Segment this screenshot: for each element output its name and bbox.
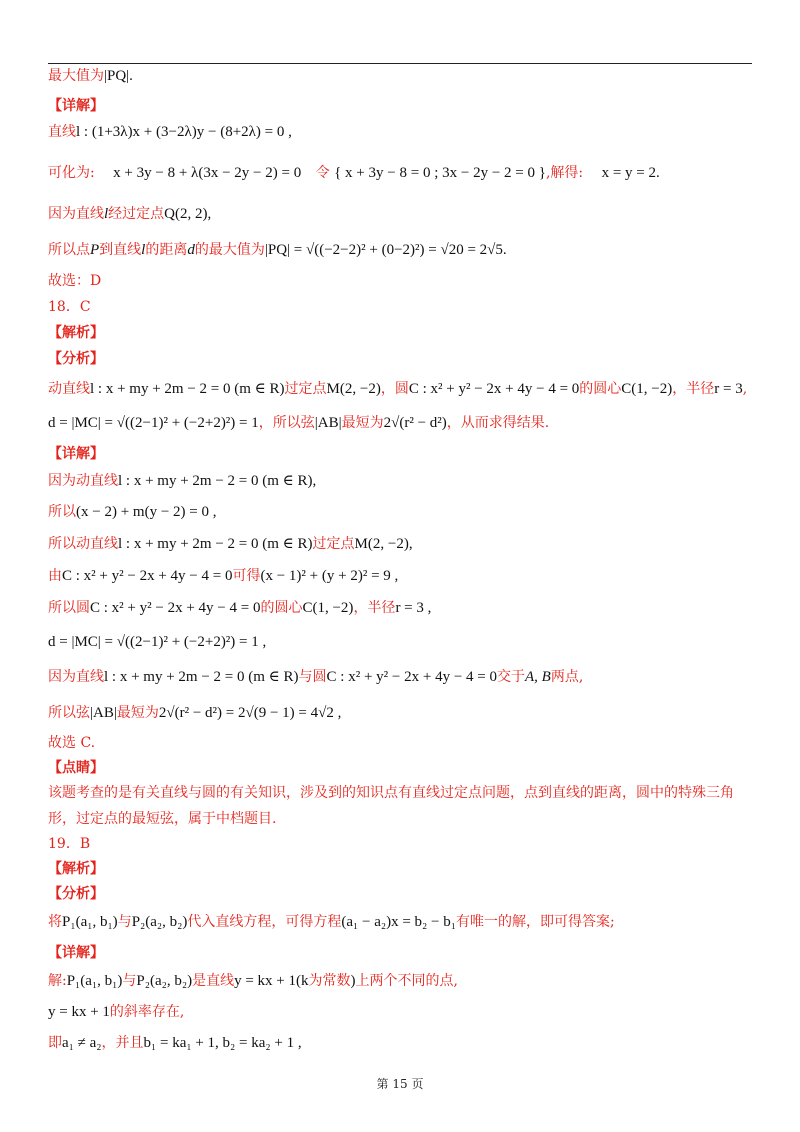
q17-line4 bbox=[48, 240, 760, 260]
math-expr: r = 3 bbox=[714, 381, 743, 397]
math-expr: C(1, −2) bbox=[302, 600, 354, 616]
math-expr: C : x² + y² − 2x + 4y − 4 = 0 bbox=[62, 568, 233, 584]
text-label: 上两个不同的点, bbox=[355, 973, 458, 989]
math-expr: Q(2, 2), bbox=[164, 206, 212, 222]
text-label: 动直线 bbox=[48, 381, 90, 397]
math-expr: P₁(a₁, b₁) bbox=[62, 914, 118, 930]
math-expr: y = kx + 1(k bbox=[234, 973, 309, 989]
math-var: l bbox=[141, 242, 146, 258]
q18-detail-line4 bbox=[48, 566, 760, 586]
text-label: 经过定点 bbox=[108, 206, 165, 222]
math-expr: l : x + my + 2m − 2 = 0 (m ∈ R) bbox=[90, 381, 285, 397]
text-label: 最短为 bbox=[341, 415, 384, 431]
page-footer: 第 15 页 bbox=[376, 1077, 424, 1091]
math-expr: M(2, −2) bbox=[326, 381, 381, 397]
q17-max-line bbox=[48, 66, 760, 86]
text-label: 因为直线 bbox=[48, 206, 104, 222]
math-expr: A, B bbox=[525, 669, 551, 685]
q18-detail-line1 bbox=[48, 471, 760, 491]
math-expr: x = y = 2. bbox=[601, 165, 660, 181]
math-expr: ) bbox=[350, 973, 356, 989]
text-label: 的最大值为 bbox=[194, 242, 265, 258]
math-expr: y = kx + 1 bbox=[48, 1004, 110, 1020]
text-label: 与圆 bbox=[298, 669, 327, 685]
math-expr: (a₁ − a₂)x = b₂ − b₁ bbox=[341, 914, 456, 930]
section-detail-heading: 【详解】 bbox=[48, 98, 104, 114]
q18-analysis-line1 bbox=[48, 379, 760, 399]
math-expr: l : (1+3λ)x + (3−2λ)y − (8+2λ) = 0 , bbox=[76, 124, 292, 140]
text-label: 最短为 bbox=[116, 705, 159, 721]
math-expr: C(1, −2) bbox=[621, 381, 673, 397]
q18-number: 18．C bbox=[48, 299, 91, 315]
text-label: 与 bbox=[122, 973, 137, 989]
text-label: 交于 bbox=[497, 669, 525, 685]
text-label: ，并且 bbox=[101, 1035, 144, 1051]
q17-line3 bbox=[48, 204, 760, 224]
q17-line1 bbox=[48, 122, 760, 142]
math-expr: |PQ|. bbox=[104, 68, 133, 84]
text-label: 的圆心 bbox=[579, 381, 622, 397]
text-label: 代入直线方程，可得方程 bbox=[187, 914, 342, 930]
text-label: ，半径 bbox=[672, 381, 715, 397]
math-expr: C : x² + y² − 2x + 4y − 4 = 0 bbox=[408, 381, 580, 397]
section-detail-heading: 【详解】 bbox=[48, 446, 104, 462]
text-label: , bbox=[742, 381, 748, 397]
math-expr: C : x² + y² − 2x + 4y − 4 = 0 bbox=[326, 669, 497, 685]
math-expr: d = |MC| = √((2−1)² + (−2+2)²) = 1 , bbox=[48, 634, 267, 650]
text-label: 两点, bbox=[550, 669, 584, 685]
math-expr: P₂(a₂, b₂) bbox=[136, 973, 193, 989]
text-label: 是直线 bbox=[192, 973, 235, 989]
text-label: 所以圆 bbox=[48, 600, 90, 616]
text-label: 直线 bbox=[48, 124, 76, 140]
q19-number: 19．B bbox=[48, 836, 91, 852]
section-fenxi-heading: 【分析】 bbox=[48, 351, 104, 367]
text-label: 过定点 bbox=[312, 536, 355, 552]
math-expr: d = |MC| = √((2−1)² + (−2+2)²) = 1 bbox=[48, 415, 259, 431]
equation-system: { x + 3y − 8 = 0 ; 3x − 2y − 2 = 0 } bbox=[334, 165, 546, 181]
text-label: 将 bbox=[48, 914, 62, 930]
text-label: 解: bbox=[48, 973, 67, 989]
math-expr: b₁ = ka₁ + 1, b₂ = ka₂ + 1 , bbox=[143, 1035, 302, 1051]
text-label: ,解得: bbox=[545, 165, 584, 181]
section-fenxi-heading: 【分析】 bbox=[48, 886, 104, 902]
text-label: 可化为: bbox=[48, 165, 95, 181]
math-expr: 2√(r² − d²) = 2√(9 − 1) = 4√2 , bbox=[158, 705, 342, 721]
q18-detail-line8 bbox=[48, 703, 760, 723]
q17-answer: 故选：D bbox=[48, 273, 102, 289]
math-var: d bbox=[187, 242, 195, 258]
math-expr: (x − 2) + m(y − 2) = 0 , bbox=[76, 504, 217, 520]
text-label: 过定点 bbox=[284, 381, 327, 397]
section-analysis-heading: 【解析】 bbox=[48, 325, 104, 341]
text-label: 因为动直线 bbox=[48, 473, 118, 489]
q18-analysis-line2 bbox=[48, 413, 760, 433]
math-expr: P₁(a₁, b₁) bbox=[66, 973, 123, 989]
math-var: P bbox=[90, 242, 100, 258]
q19-detail-line2 bbox=[48, 1002, 760, 1022]
math-expr: l : x + my + 2m − 2 = 0 (m ∈ R), bbox=[118, 473, 317, 489]
math-expr: |AB| bbox=[90, 705, 117, 721]
section-detail-heading: 【详解】 bbox=[48, 945, 104, 961]
math-expr: r = 3 , bbox=[395, 600, 432, 616]
q19-analysis-line1 bbox=[48, 912, 760, 932]
header-rule bbox=[48, 63, 752, 64]
text-label: ，半径 bbox=[353, 600, 396, 616]
text-label: 有唯一的解，即可得答案; bbox=[455, 914, 615, 930]
q18-detail-line3 bbox=[48, 534, 760, 554]
text-label: ，从而求得结果. bbox=[446, 415, 550, 431]
text-label: 即 bbox=[48, 1035, 62, 1051]
text-label: 的圆心 bbox=[260, 600, 303, 616]
text-label: 最大值为 bbox=[48, 68, 104, 84]
math-expr: x + 3y − 8 + λ(3x − 2y − 2) = 0 bbox=[113, 165, 302, 181]
text-label: 可得 bbox=[232, 568, 261, 584]
math-expr: P₂(a₂, b₂) bbox=[131, 914, 188, 930]
q19-detail-line3 bbox=[48, 1033, 760, 1053]
text-label: 所以弦 bbox=[48, 705, 90, 721]
math-expr: (x − 1)² + (y + 2)² = 9 , bbox=[260, 568, 399, 584]
text-label: 由 bbox=[48, 568, 62, 584]
text-label: 所以点 bbox=[48, 242, 90, 258]
text-label: 到直线 bbox=[99, 242, 142, 258]
q18-detail-line6 bbox=[48, 632, 760, 652]
math-expr: |PQ| = √((−2−2)² + (0−2)²) = √20 = 2√5. bbox=[264, 242, 507, 258]
q17-line2 bbox=[48, 163, 760, 183]
section-analysis-heading: 【解析】 bbox=[48, 861, 104, 877]
text-label: 所以动直线 bbox=[48, 536, 118, 552]
q18-comment-paragraph: 该题考查的是有关直线与圆的有关知识，涉及到的知识点有直线过定点问题，点到直线的距离，圆中的特殊三角形，过定点的最短弦，属于中档题目. bbox=[48, 785, 734, 827]
q18-answer: 故选 C. bbox=[48, 735, 96, 751]
text-label: 所以 bbox=[48, 504, 76, 520]
text-label: 因为直线 bbox=[48, 669, 104, 685]
math-expr: a₁ ≠ a₂ bbox=[62, 1035, 102, 1051]
text-label: 令 bbox=[315, 165, 330, 181]
q19-detail-line1 bbox=[48, 971, 760, 991]
math-expr: |AB| bbox=[314, 415, 342, 431]
math-expr: M(2, −2), bbox=[354, 536, 413, 552]
math-expr: C : x² + y² − 2x + 4y − 4 = 0 bbox=[90, 600, 261, 616]
text-label: ，圆 bbox=[380, 381, 409, 397]
math-expr: l : x + my + 2m − 2 = 0 (m ∈ R) bbox=[118, 536, 313, 552]
section-comment-heading: 【点睛】 bbox=[48, 760, 104, 776]
text-label: 的斜率存在, bbox=[109, 1004, 185, 1020]
text-label: ，所以弦 bbox=[258, 415, 315, 431]
q18-detail-line2 bbox=[48, 502, 760, 522]
text-label: 与 bbox=[117, 914, 132, 930]
math-expr: l : x + my + 2m − 2 = 0 (m ∈ R) bbox=[104, 669, 299, 685]
text-label: 为常数 bbox=[308, 973, 351, 989]
math-expr: 2√(r² − d²) bbox=[383, 415, 447, 431]
math-var: l bbox=[104, 206, 109, 222]
q18-detail-line7 bbox=[48, 667, 760, 687]
q18-detail-line5 bbox=[48, 598, 760, 618]
text-label: 的距离 bbox=[145, 242, 188, 258]
